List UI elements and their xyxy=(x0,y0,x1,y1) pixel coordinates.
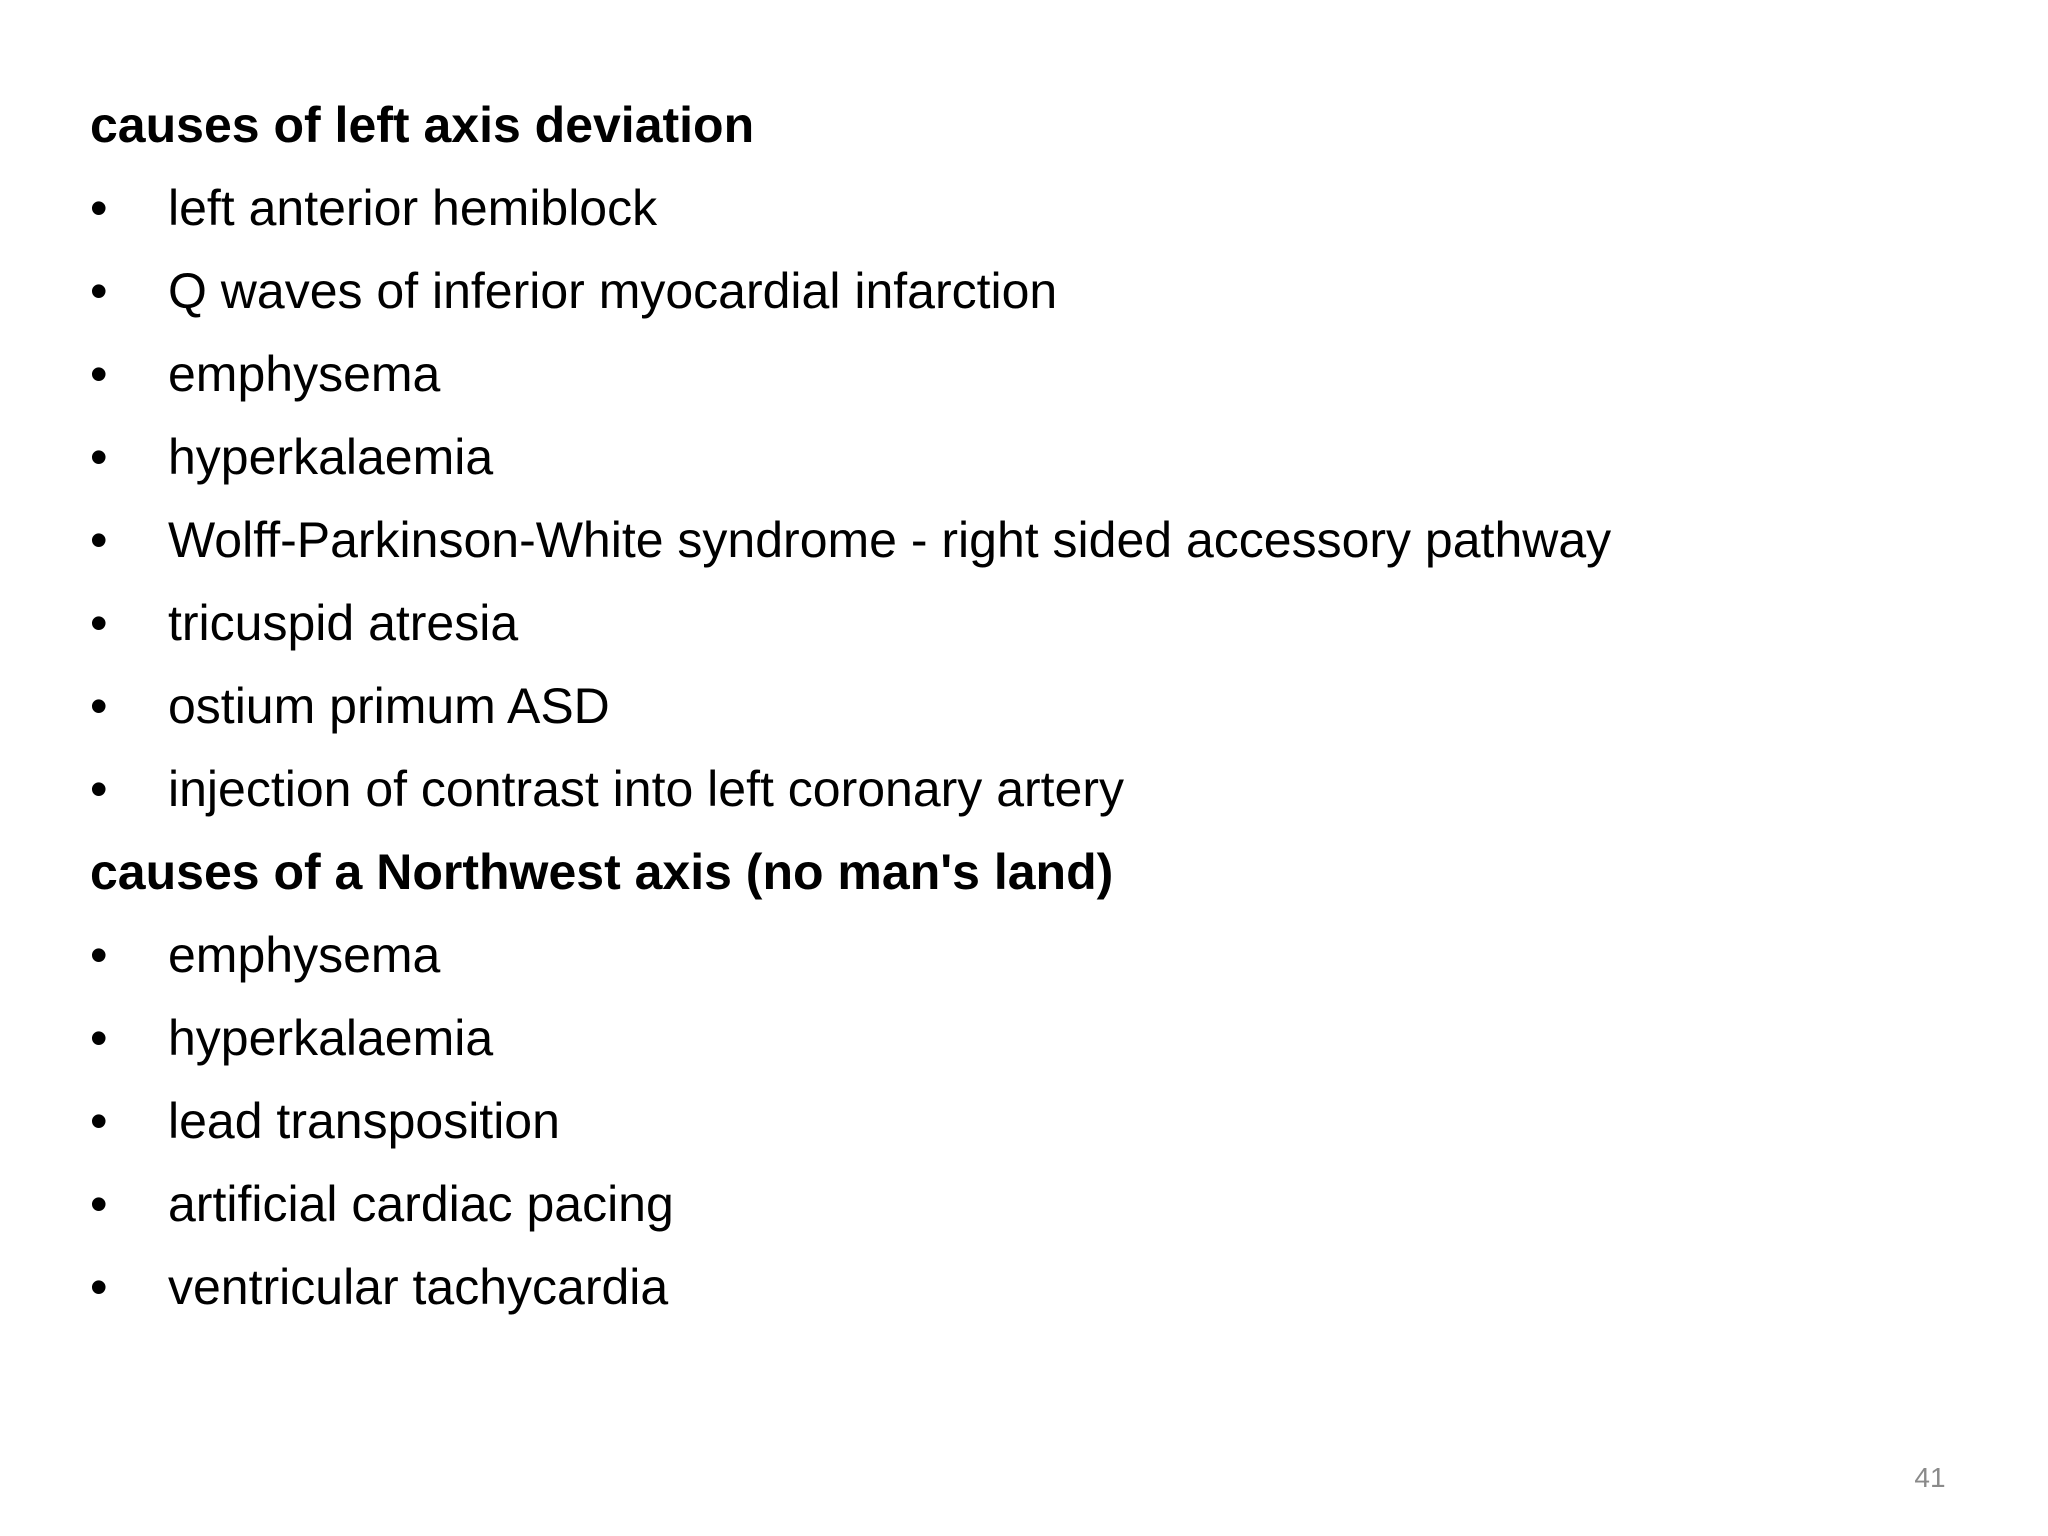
bullet-icon: • xyxy=(90,1010,108,1066)
bullet-icon: • xyxy=(90,180,108,236)
list-item xyxy=(90,997,1970,1080)
list-item xyxy=(90,167,1970,250)
list-item xyxy=(90,914,1970,997)
list-item xyxy=(90,416,1970,499)
list-item-text: hyperkalaemia xyxy=(168,1010,494,1066)
list-item-text: Wolff-Parkinson-White syndrome - right sided accessory pathway xyxy=(168,512,1612,568)
list-item-text: lead transposition xyxy=(168,1093,560,1149)
list-item xyxy=(90,499,1970,582)
heading-left-axis-deviation: causes of left axis deviation xyxy=(90,97,755,153)
list-item xyxy=(90,333,1970,416)
bullet-icon: • xyxy=(90,263,108,319)
list-item xyxy=(90,1163,1970,1246)
list-item-text: emphysema xyxy=(168,927,441,983)
bullet-icon: • xyxy=(90,429,108,485)
list-item-text: ventricular tachycardia xyxy=(168,1259,669,1315)
page-number: 41 xyxy=(1914,1462,1946,1493)
list-item-text: tricuspid atresia xyxy=(168,595,519,651)
heading-northwest-axis: causes of a Northwest axis (no man's land) xyxy=(90,844,1114,900)
bullet-icon: • xyxy=(90,595,108,651)
list-item xyxy=(90,665,1970,748)
list-item xyxy=(90,582,1970,665)
bullet-icon: • xyxy=(90,346,108,402)
bullet-icon: • xyxy=(90,927,108,983)
slide-content xyxy=(90,84,1970,1329)
list-left-axis-deviation xyxy=(90,167,1970,831)
list-item xyxy=(90,250,1970,333)
list-item-text: left anterior hemiblock xyxy=(168,180,658,236)
bullet-icon: • xyxy=(90,512,108,568)
list-item-text: artificial cardiac pacing xyxy=(168,1176,674,1232)
list-northwest-axis xyxy=(90,914,1970,1329)
bullet-icon: • xyxy=(90,678,108,734)
list-item-text: injection of contrast into left coronary artery xyxy=(168,761,1125,817)
bullet-icon: • xyxy=(90,1176,108,1232)
list-item-text: ostium primum ASD xyxy=(168,678,610,734)
list-item xyxy=(90,1246,1970,1329)
list-item-text: emphysema xyxy=(168,346,441,402)
list-item-text: hyperkalaemia xyxy=(168,429,494,485)
bullet-icon: • xyxy=(90,1093,108,1149)
list-item xyxy=(90,1080,1970,1163)
bullet-icon: • xyxy=(90,761,108,817)
bullet-icon: • xyxy=(90,1259,108,1315)
list-item xyxy=(90,748,1970,831)
list-item-text: Q waves of inferior myocardial infarction xyxy=(168,263,1058,319)
